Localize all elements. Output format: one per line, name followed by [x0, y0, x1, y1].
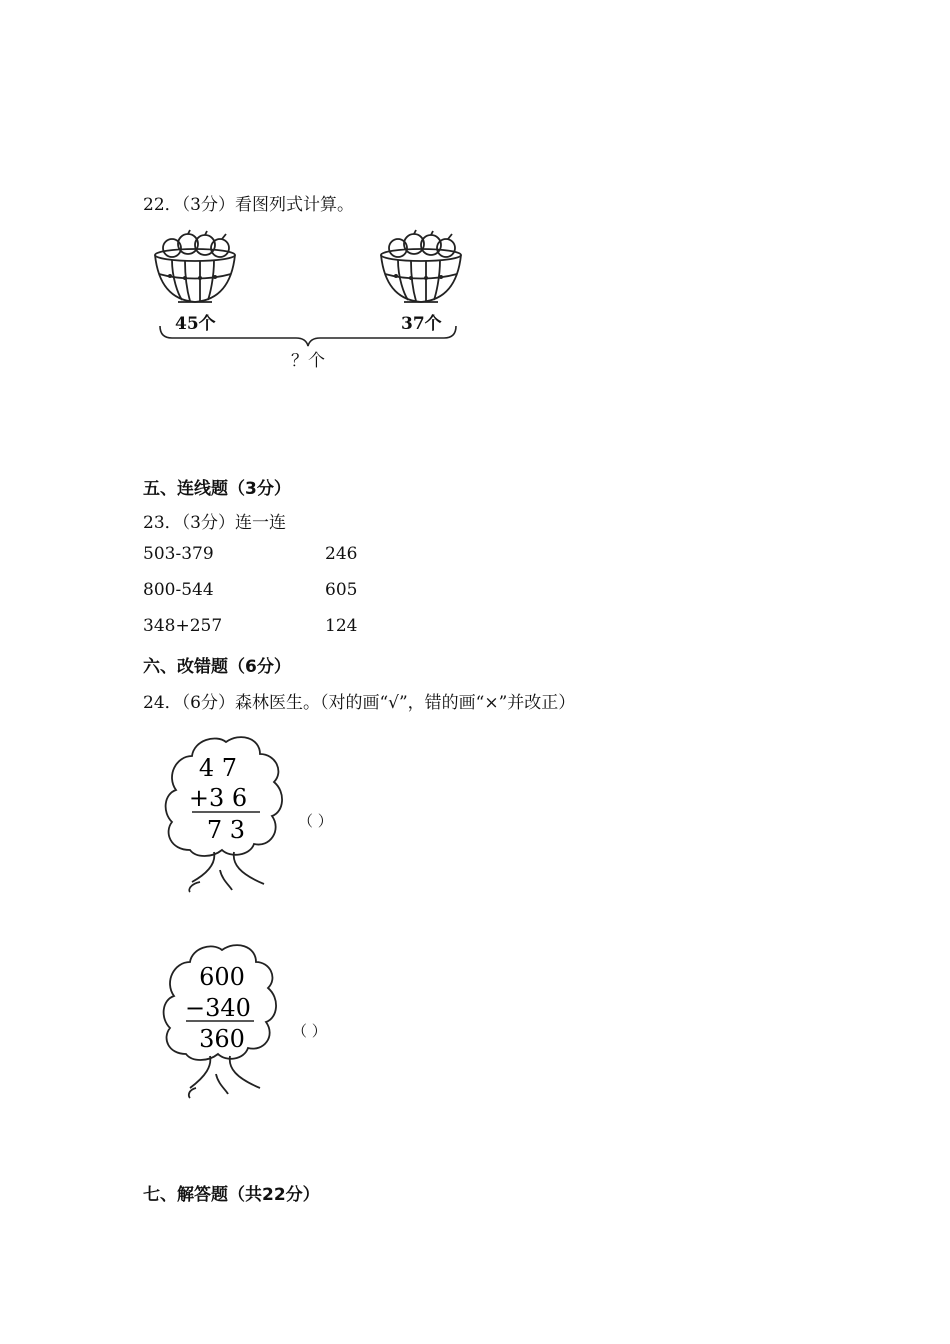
match-right-answer[interactable]: 124: [325, 616, 358, 636]
total-brace: [158, 324, 458, 348]
tree2-answer-bracket[interactable]: （ ）: [292, 1022, 327, 1040]
left-basket-label: 45个: [175, 314, 216, 334]
match-left-expr[interactable]: 503-379: [143, 544, 214, 564]
match-left-expr[interactable]: 800-544: [143, 580, 214, 600]
match-right-answer[interactable]: 605: [325, 580, 358, 600]
apple-basket-icon: [376, 228, 466, 310]
question-23-text: 23．（3分）连一连: [143, 513, 286, 533]
match-left-expr[interactable]: 348+257: [143, 616, 223, 636]
tree1-answer-bracket[interactable]: （ ）: [298, 812, 333, 830]
tree-icon: [160, 942, 280, 1102]
tree2-result: 360: [199, 1025, 245, 1053]
tree1-top-number: 4 7: [198, 754, 238, 782]
apple-basket-icon: [150, 228, 240, 310]
question-24-text: 24．（6分）森林医生。（对的画“√”，错的画“×”并改正）: [143, 693, 576, 713]
section-7-title: 七、解答题（共22分）: [143, 1185, 320, 1205]
tree2-middle-number: −340: [185, 994, 251, 1022]
tree1-result: 7 3: [206, 816, 246, 844]
right-basket-label: 37个: [401, 314, 442, 334]
tree-icon: [160, 732, 290, 897]
tree1-middle-number: +3 6: [188, 784, 248, 812]
question-22-text: 22．（3分）看图列式计算。: [143, 195, 354, 215]
tree2-top-number: 600: [199, 963, 245, 991]
section-6-title: 六、改错题（6分）: [143, 657, 291, 677]
match-right-answer[interactable]: 246: [325, 544, 358, 564]
total-label: ？个: [291, 351, 325, 371]
section-5-title: 五、连线题（3分）: [143, 479, 291, 499]
